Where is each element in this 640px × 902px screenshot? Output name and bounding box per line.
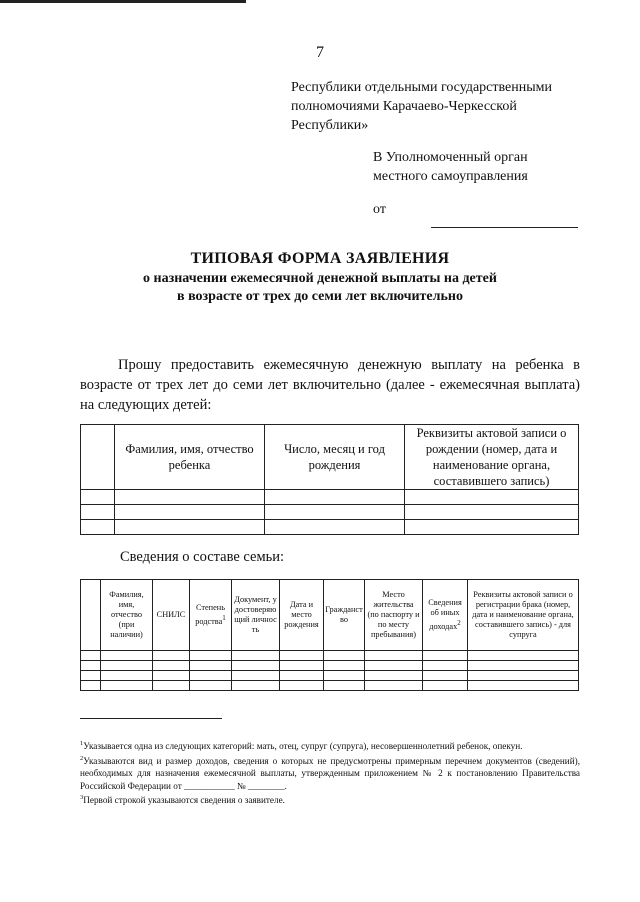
from-label: от (373, 202, 386, 217)
table-cell[interactable] (324, 651, 365, 661)
table-cell[interactable] (190, 661, 232, 671)
table-cell[interactable] (101, 681, 153, 691)
form-subtitle: в возрасте от трех до семи лет включительно (177, 289, 463, 304)
table-header-cell: СНИЛС (153, 580, 190, 651)
table-cell[interactable] (81, 651, 101, 661)
footnote-ref: 1 (222, 614, 226, 623)
footnote-text: Указывается одна из следующих категорий: мать, отец, супруг (супруга), несовершеннолетний ребенок, опекун. (83, 741, 523, 752)
table-header-cell: Гражданство (324, 580, 365, 651)
table-row (81, 651, 579, 661)
table-cell[interactable] (280, 681, 324, 691)
table-header-cell (423, 580, 468, 651)
table-cell[interactable] (405, 490, 579, 505)
header-line: Республики» (291, 118, 369, 133)
footnote-mark: 2 (80, 754, 84, 762)
table-header-cell: Фамилия, имя, отчество (при наличии) (101, 580, 153, 651)
addressee-block (373, 148, 613, 186)
table-cell[interactable] (405, 505, 579, 520)
table-cell[interactable] (265, 490, 405, 505)
table-cell[interactable] (468, 661, 579, 671)
table-header-cell: Реквизиты актовой записи о регистрации брака (номер, дата и наименование органа, составившего запись) - для супруга (468, 580, 579, 651)
table-cell[interactable] (101, 661, 153, 671)
page-number: 7 (316, 44, 324, 61)
header-text: Степень родства (195, 603, 226, 626)
footnote-divider (80, 718, 222, 719)
table-cell[interactable] (81, 681, 101, 691)
addressee-line: местного самоуправления (373, 169, 528, 184)
table-cell[interactable] (265, 505, 405, 520)
form-subtitle: о назначении ежемесячной денежной выплаты на детей (143, 271, 497, 286)
table-cell[interactable] (115, 505, 265, 520)
table-header-cell (81, 425, 115, 490)
top-edge-bar (0, 0, 246, 3)
table-cell[interactable] (81, 505, 115, 520)
table-cell[interactable] (232, 671, 280, 681)
table-cell[interactable] (115, 520, 265, 535)
table-cell[interactable] (81, 520, 115, 535)
table-cell[interactable] (265, 520, 405, 535)
table-cell[interactable] (232, 681, 280, 691)
table-cell[interactable] (153, 661, 190, 671)
footnote (80, 738, 580, 753)
table-header-cell: Дата и место рождения (280, 580, 324, 651)
footnote-mark: 1 (80, 740, 84, 747)
table-cell[interactable] (232, 661, 280, 671)
table-cell[interactable] (468, 671, 579, 681)
table-cell[interactable] (423, 651, 468, 661)
header-line: полномочиями Карачаево-Черкесской (291, 99, 517, 114)
table-cell[interactable] (280, 671, 324, 681)
header-line: Республики отдельными государственными (291, 80, 552, 95)
form-title: ТИПОВАЯ ФОРМА ЗАЯВЛЕНИЯ (190, 250, 450, 267)
table-cell[interactable] (405, 520, 579, 535)
table-header-cell: Реквизиты актовой записи о рождении (номер, дата и наименование органа, составившего запись) (405, 425, 579, 490)
table-cell[interactable] (365, 671, 423, 681)
table-header-row (81, 425, 579, 490)
table-header-cell (81, 580, 101, 651)
table-cell[interactable] (190, 681, 232, 691)
footnote-text: Первой строкой указываются сведения о заявителе. (83, 795, 285, 806)
footnote (80, 753, 580, 793)
family-table (80, 579, 579, 691)
intro-text: Прошу предоставить ежемесячную денежную выплату на ребенка в возрасте от трех лет до семи лет включительно (далее - ежемесячная выплата) на следующих детей: (80, 357, 580, 413)
table-cell[interactable] (81, 490, 115, 505)
family-section-label: Сведения о составе семьи: (120, 549, 285, 565)
table-cell[interactable] (324, 671, 365, 681)
table-cell[interactable] (280, 661, 324, 671)
addressee-line: В Уполномоченный орган (373, 150, 528, 165)
table-row (81, 681, 579, 691)
from-signature-line (431, 227, 578, 228)
footnote-mark: 3 (80, 794, 84, 802)
footnote-text: Указываются вид и размер доходов, сведения о которых не предусмотрены примерным перечнем документов (сведений), необходимых для назначения ежемесячной выплаты, утвержденным приложением № 2 к постановлению Правительства Российской Федерации от ___________ № ________. (80, 755, 580, 791)
table-cell[interactable] (153, 671, 190, 681)
table-cell[interactable] (232, 651, 280, 661)
table-cell[interactable] (81, 661, 101, 671)
children-table (80, 424, 579, 535)
table-cell[interactable] (324, 661, 365, 671)
header-text: Сведения об иных доходах (428, 598, 462, 631)
table-row (81, 671, 579, 681)
table-cell[interactable] (468, 681, 579, 691)
table-cell[interactable] (190, 671, 232, 681)
table-cell[interactable] (324, 681, 365, 691)
table-header-cell: Место жительства (по паспорту и по месту пребывания) (365, 580, 423, 651)
from-row (373, 202, 583, 234)
table-row (81, 505, 579, 520)
table-cell[interactable] (423, 661, 468, 671)
table-cell[interactable] (101, 651, 153, 661)
table-header-cell (190, 580, 232, 651)
header-block (291, 78, 601, 135)
table-row (81, 490, 579, 505)
table-cell[interactable] (423, 671, 468, 681)
table-header-row (81, 580, 579, 651)
table-header-cell: Число, месяц и год рождения (265, 425, 405, 490)
table-cell[interactable] (365, 651, 423, 661)
table-cell[interactable] (101, 671, 153, 681)
table-cell[interactable] (81, 671, 101, 681)
table-cell[interactable] (468, 651, 579, 661)
table-header-cell: Фамилия, имя, отчество ребенка (115, 425, 265, 490)
table-cell[interactable] (365, 681, 423, 691)
table-cell[interactable] (115, 490, 265, 505)
table-cell[interactable] (280, 651, 324, 661)
table-header-cell: Документ, удостоверяющий личность (232, 580, 280, 651)
table-row (81, 520, 579, 535)
table-cell[interactable] (190, 651, 232, 661)
table-row (81, 661, 579, 671)
table-cell[interactable] (365, 661, 423, 671)
table-cell[interactable] (153, 651, 190, 661)
footnotes (80, 738, 580, 807)
footnote (80, 792, 580, 807)
table-cell[interactable] (153, 681, 190, 691)
table-cell[interactable] (423, 681, 468, 691)
intro-paragraph (80, 355, 580, 415)
footnote-ref: 2 (457, 619, 461, 628)
